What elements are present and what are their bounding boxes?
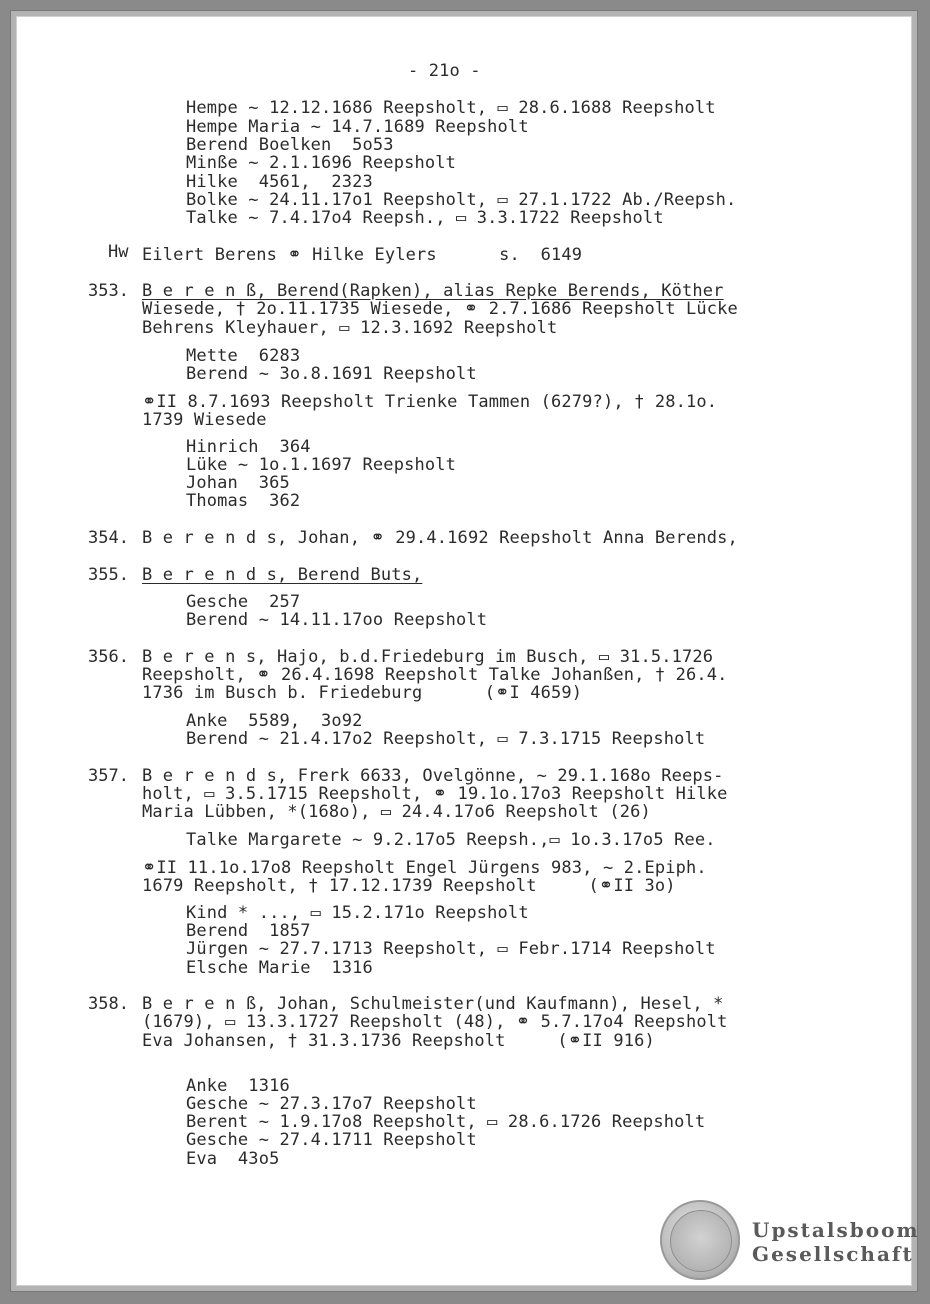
- text-line: Hilke 4561, 2323: [186, 172, 373, 192]
- text-line: Berend ~ 21.4.17o2 Reepsholt, ▭ 7.3.1715 Reepsholt: [186, 729, 706, 749]
- page-number: - 21o -: [408, 61, 481, 81]
- brand-line-2: Gesellschaft: [752, 1242, 914, 1266]
- text-line: Hinrich 364: [186, 437, 311, 457]
- text-line: Elsche Marie 1316: [186, 958, 373, 978]
- entry-number: 357.: [88, 766, 129, 786]
- text-line: Reepsholt, ⚭ 26.4.1698 Reepsholt Talke Johanßen, † 26.4.: [142, 665, 728, 685]
- text-line: Talke Margarete ~ 9.2.17o5 Reepsh.,▭ 1o.3.17o5 Ree.: [186, 830, 716, 850]
- brand-line-1: Upstalsboom: [752, 1218, 920, 1242]
- text-line: Hempe ~ 12.12.1686 Reepsholt, ▭ 28.6.1688 Reepsholt: [186, 98, 716, 118]
- text-line: Minße ~ 2.1.1696 Reepsholt: [186, 153, 457, 173]
- text-line: Hempe Maria ~ 14.7.1689 Reepsholt: [186, 117, 529, 137]
- margin-label: Hw: [108, 242, 129, 262]
- text-line: Kind * ..., ▭ 15.2.171o Reepsholt: [186, 903, 529, 923]
- text-line: Eilert Berens ⚭ Hilke Eylers s. 6149: [142, 245, 583, 265]
- text-line: Bolke ~ 24.11.17o1 Reepsholt, ▭ 27.1.1722 Ab./Reepsh.: [186, 190, 737, 210]
- text-line: (1679), ▭ 13.3.1727 Reepsholt (48), ⚭ 5.7.17o4 Reepsholt: [142, 1012, 728, 1032]
- text-line: Wiesede, † 2o.11.1735 Wiesede, ⚭ 2.7.1686 Reepsholt Lücke: [142, 299, 738, 319]
- entry-number: 353.: [88, 281, 129, 301]
- text-line: 1739 Wiesede: [142, 410, 267, 430]
- text-line: Behrens Kleyhauer, ▭ 12.3.1692 Reepsholt: [142, 318, 558, 338]
- entry-heading: B e r e n ß, Berend(Rapken), alias Repke Berends, Köther: [142, 281, 724, 301]
- text-line: 1736 im Busch b. Friedeburg (⚭I 4659): [142, 683, 583, 703]
- text-line: Eva 43o5: [186, 1149, 280, 1169]
- text-line: Gesche 257: [186, 592, 301, 612]
- text-line: Talke ~ 7.4.17o4 Reepsh., ▭ 3.3.1722 Reepsholt: [186, 208, 664, 228]
- text-line: Berent ~ 1.9.17o8 Reepsholt, ▭ 28.6.1726 Reepsholt: [186, 1112, 706, 1132]
- text-line: Eva Johansen, † 31.3.1736 Reepsholt (⚭II 916): [142, 1031, 655, 1051]
- entry-number: 358.: [88, 994, 129, 1014]
- text-line: Anke 5589, 3o92: [186, 711, 363, 731]
- entry-heading: B e r e n d s, Johan, ⚭ 29.4.1692 Reepsholt Anna Berends,: [142, 528, 738, 548]
- text-line: Johan 365: [186, 473, 290, 493]
- text-line: Gesche ~ 27.3.17o7 Reepsholt: [186, 1094, 477, 1114]
- entry-heading: B e r e n d s, Frerk 6633, Ovelgönne, ~ 29.1.168o Reeps-: [142, 766, 724, 786]
- text-line: Lüke ~ 1o.1.1697 Reepsholt: [186, 455, 457, 475]
- text-line: Berend ~ 14.11.17oo Reepsholt: [186, 610, 488, 630]
- text-line: Anke 1316: [186, 1076, 290, 1096]
- text-line: Berend 1857: [186, 921, 311, 941]
- text-line: ⚭II 8.7.1693 Reepsholt Trienke Tammen (6279?), † 28.1o.: [142, 392, 718, 412]
- text-line: Maria Lübben, *(168o), ▭ 24.4.17o6 Reepsholt (26): [142, 802, 651, 822]
- text-line: Jürgen ~ 27.7.1713 Reepsholt, ▭ Febr.1714 Reepsholt: [186, 939, 716, 959]
- society-seal-icon: [660, 1200, 740, 1280]
- text-line: Berend Boelken 5o53: [186, 135, 394, 155]
- text-line: Gesche ~ 27.4.1711 Reepsholt: [186, 1130, 477, 1150]
- entry-heading: B e r e n s, Hajo, b.d.Friedeburg im Busch, ▭ 31.5.1726: [142, 647, 714, 667]
- text-line: Berend ~ 3o.8.1691 Reepsholt: [186, 364, 477, 384]
- text-line: 1679 Reepsholt, † 17.12.1739 Reepsholt (⚭II 3o): [142, 876, 676, 896]
- entry-heading: B e r e n ß, Johan, Schulmeister(und Kaufmann), Hesel, *: [142, 994, 724, 1014]
- entry-heading: B e r e n d s, Berend Buts,: [142, 565, 423, 585]
- entry-number: 356.: [88, 647, 129, 667]
- text-line: Mette 6283: [186, 346, 301, 366]
- seal-figures-icon: [670, 1210, 732, 1272]
- entry-number: 354.: [88, 528, 129, 548]
- entry-number: 355.: [88, 565, 129, 585]
- text-line: holt, ▭ 3.5.1715 Reepsholt, ⚭ 19.1o.17o3 Reepsholt Hilke: [142, 784, 728, 804]
- text-line: Thomas 362: [186, 491, 301, 511]
- text-line: ⚭II 11.1o.17o8 Reepsholt Engel Jürgens 983, ~ 2.Epiph.: [142, 858, 707, 878]
